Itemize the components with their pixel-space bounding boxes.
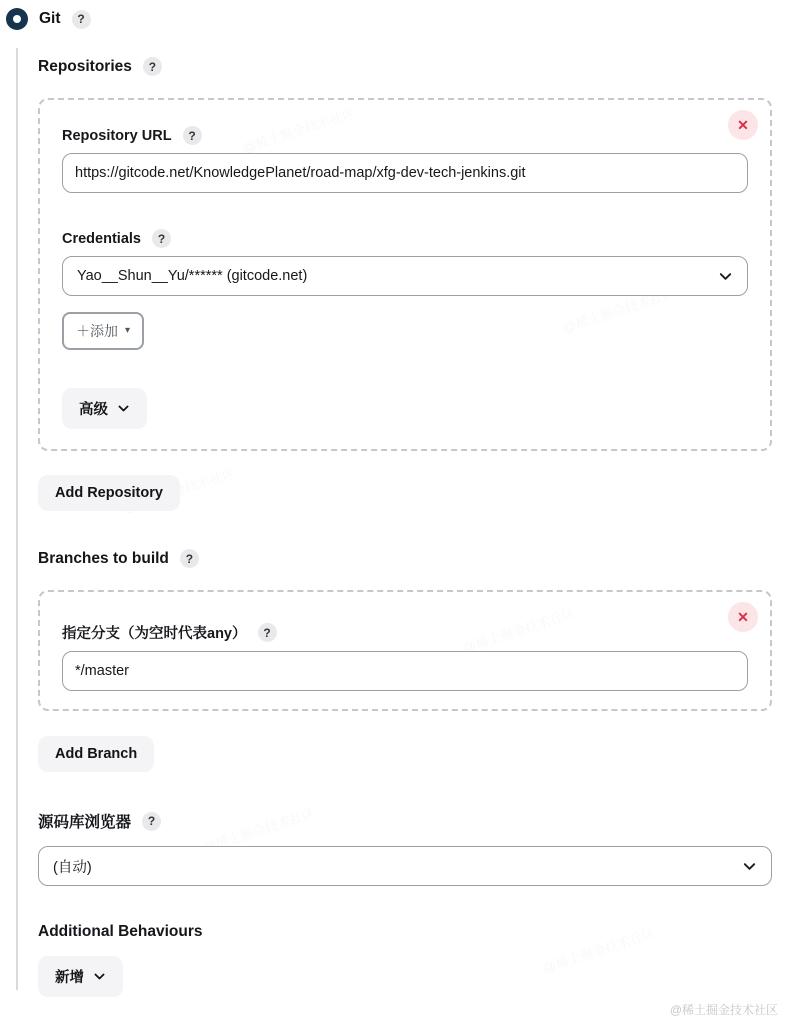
branches-heading-row — [38, 549, 772, 568]
add-repository-button[interactable] — [38, 475, 180, 511]
credentials-label: Credentials — [62, 230, 141, 247]
branches-help-icon[interactable]: ? — [180, 549, 199, 568]
branch-spec-label-row — [62, 622, 748, 643]
additional-behaviours-heading-row — [38, 923, 772, 941]
repo-browser-label-row — [38, 810, 772, 832]
git-radio[interactable] — [6, 8, 28, 30]
repositories-help-icon[interactable]: ? — [143, 57, 162, 76]
chevron-down-icon — [742, 859, 757, 874]
additional-behaviours-heading: Additional Behaviours — [38, 923, 203, 940]
repository-url-label-row — [62, 126, 748, 145]
corner-watermark: @稀土掘金技术社区 — [669, 1003, 778, 1017]
git-scm-option-row — [6, 8, 91, 30]
credentials-help-icon[interactable]: ? — [152, 229, 171, 248]
credentials-select[interactable] — [62, 256, 748, 296]
advanced-button[interactable] — [62, 388, 147, 429]
repository-card — [38, 98, 772, 451]
advanced-label: 高级 — [79, 402, 108, 418]
repository-url-help-icon[interactable]: ? — [183, 126, 202, 145]
close-icon: ✕ — [737, 608, 749, 625]
radio-dot-icon — [13, 15, 21, 23]
section-indent-line — [16, 48, 18, 990]
branch-card — [38, 590, 772, 711]
repository-url-input[interactable] — [62, 153, 748, 193]
repo-browser-selected-value: (自动) — [53, 859, 92, 876]
add-branch-label: Add Branch — [55, 746, 138, 762]
add-credentials-button[interactable] — [62, 312, 144, 350]
add-behaviour-label: 新增 — [55, 970, 84, 986]
add-repository-label: Add Repository — [55, 485, 163, 501]
branch-spec-help-icon[interactable]: ? — [258, 623, 277, 642]
add-credentials-label: ＋添加 — [76, 323, 118, 339]
delete-repository-button[interactable] — [728, 110, 758, 140]
repo-browser-label: 源码库浏览器 — [38, 814, 132, 831]
branch-spec-label: 指定分支（为空时代表any） — [62, 626, 247, 642]
git-help-icon[interactable]: ? — [72, 10, 91, 29]
branches-heading: Branches to build — [38, 549, 169, 567]
add-branch-button[interactable] — [38, 736, 154, 772]
git-label: Git — [39, 10, 61, 27]
credentials-label-row — [62, 229, 748, 248]
add-behaviour-button[interactable] — [38, 956, 123, 997]
chevron-down-icon — [718, 269, 733, 284]
delete-branch-button[interactable] — [728, 602, 758, 632]
chevron-down-icon — [117, 402, 130, 415]
branch-spec-input[interactable] — [62, 651, 748, 691]
close-icon: ✕ — [737, 116, 749, 133]
credentials-selected-value: Yao__Shun__Yu/****** (gitcode.net) — [77, 268, 308, 284]
repository-url-label: Repository URL — [62, 127, 172, 144]
caret-down-icon: ▾ — [125, 325, 131, 336]
git-section-content — [38, 49, 772, 997]
repositories-heading-row — [38, 57, 772, 76]
repo-browser-select[interactable] — [38, 846, 772, 886]
repo-browser-help-icon[interactable]: ? — [142, 812, 161, 831]
chevron-down-icon — [93, 970, 106, 983]
repositories-heading: Repositories — [38, 57, 132, 75]
